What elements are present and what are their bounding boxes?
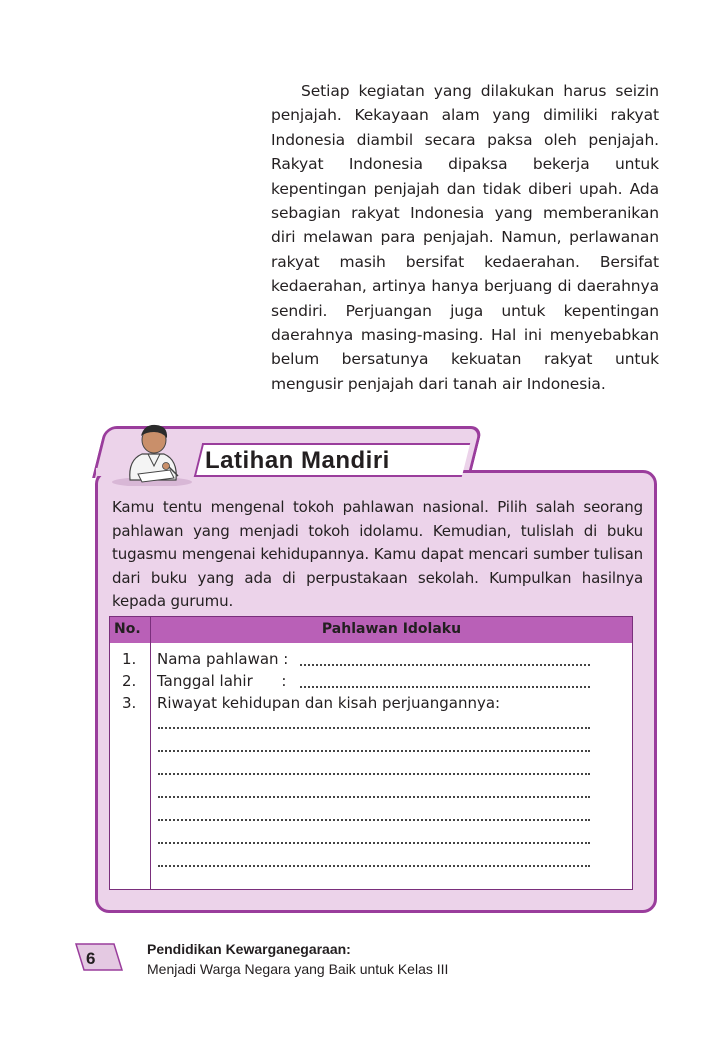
- fill-line: [158, 865, 590, 867]
- row-label-nama: Nama pahlawan :: [157, 650, 289, 668]
- fill-line: [158, 773, 590, 775]
- fill-line: [158, 819, 590, 821]
- row-number: 1.: [122, 650, 137, 668]
- fill-line-tanggal: [300, 686, 590, 688]
- row-label-tanggal: Tanggal lahir :: [157, 672, 287, 690]
- column-divider: [150, 617, 151, 889]
- fill-line: [158, 842, 590, 844]
- latihan-title: Latihan Mandiri: [205, 447, 390, 474]
- fill-line-nama: [300, 664, 590, 666]
- header-pahlawan-idolaku: Pahlawan Idolaku: [321, 621, 462, 637]
- row-label-riwayat: Riwayat kehidupan dan kisah perjuangannya:: [157, 694, 501, 712]
- row-number: 2.: [122, 672, 137, 690]
- footer-book-title: Pendidikan Kewarganegaraan:: [147, 941, 351, 957]
- student-writing-illustration: [108, 420, 196, 486]
- header-no: No.: [114, 621, 141, 637]
- page-number-badge: [74, 942, 124, 972]
- fill-line: [158, 727, 590, 729]
- pahlawan-table: [109, 616, 633, 890]
- latihan-instruction: Kamu tentu mengenal tokoh pahlawan nasional. Pilih salah seorang pahlawan yang menjadi tokoh idolamu. Kemudian, tulislah di buku tugasmu mengenai kehidupannya. Kamu dapat mencari sumber tulisan dari buku yang ada di perpustakaan sekolah. Kumpulkan hasilnya kepada gurumu.: [112, 498, 643, 610]
- fill-line: [158, 796, 590, 798]
- footer-book-subtitle: Menjadi Warga Negara yang Baik untuk Kelas III: [147, 961, 449, 977]
- intro-paragraph: Setiap kegiatan yang dilakukan harus seizin penjajah. Kekayaan alam yang dimiliki rakyat Indonesia diambil secara paksa oleh penjajah. Rakyat Indonesia dipaksa bekerja untuk kepentingan penjajah dan tidak diberi upah. Ada sebagian rakyat Indonesia yang memberanikan diri melawan para penjajah. Namun, perlawanan rakyat masih bersifat kedaerahan. Bersifat kedaerahan, artinya hanya berjuang di daerahnya sendiri. Perjuangan juga untuk kepentingan daerahnya masing-masing. Hal ini menyebabkan belum bersatunya kekuatan rakyat untuk mengusir penjajah dari tanah air Indonesia.: [271, 82, 659, 393]
- page-number: 6: [86, 949, 96, 968]
- row-number: 3.: [122, 694, 137, 712]
- fill-line: [158, 750, 590, 752]
